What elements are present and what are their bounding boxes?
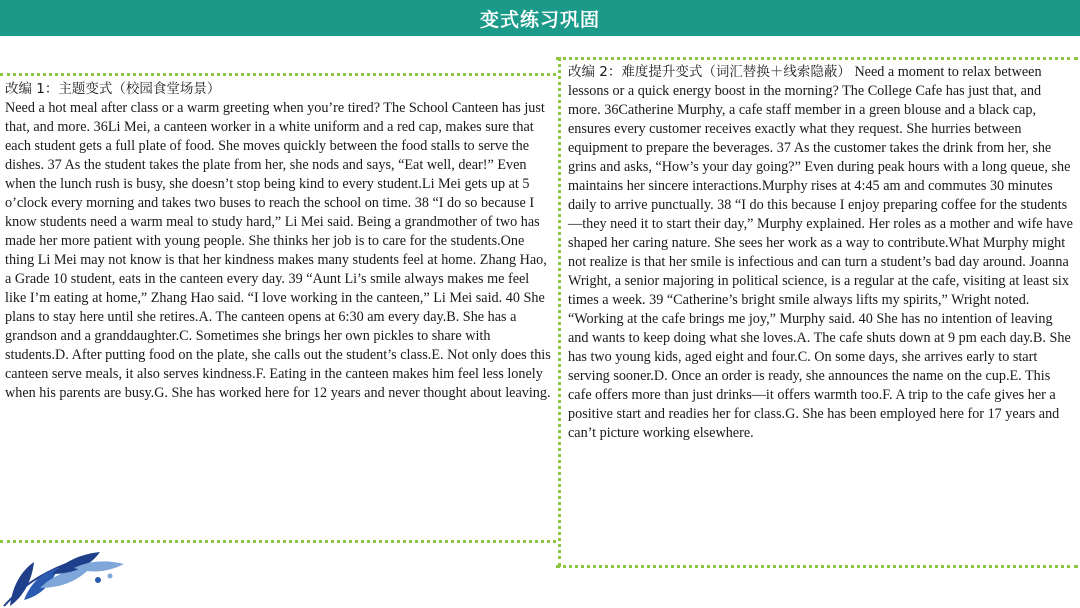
right-section-title: 改编 2：难度提升变式（词汇替换＋线索隐蔽） — [568, 64, 851, 80]
right-bottom-divider — [556, 565, 1078, 568]
left-passage — [5, 80, 553, 403]
left-passage-text: Need a hot meal after class or a warm greeting when you’re tired? The School Canteen has just that, and more. 36Li Mei, a canteen worker in a white uniform and a red cap, makes sure that each student gets a full plate of food. She moves quickly between the food stalls to serve the dishes. 37 As the student takes the plate from her, she nods and says, “Eat well, dear!” Even when the lunch rush is busy, she doesn’t stop being kind to every student.Li Mei gets up at 5 o’clock every morning and takes two buses to reach the school on time. 38 “I do so because I know students need a warm meal to study hard,” Li Mei said. Being a grandmother of two has made her more patient with young people. She thinks her job is to care for the students.One thing Li Mei may not know is that her kindness makes many students feel at home. Zhang Hao, a Grade 10 student, eats in the canteen every day. 39 “Aunt Li’s smile always makes me feel like I’m eating at home,” Zhang Hao said. “I love working in the canteen,” Li Mei said. 40 She plans to stay here until she retires.A. The canteen opens at 6:30 am every day.B. She has a grandson and a granddaughter.C. Sometimes she brings her own pickles to share with students.D. After putting food on the plate, she calls out the student’s class.E. Not only does this canteen serve meals, it also serves kindness.F. Eating in the canteen makes him feel less lonely when his parents are busy.G. She has worked here for 12 years and never thought about leaving. — [5, 100, 551, 401]
left-section-title: 改编 1：主题变式（校园食堂场景） — [5, 81, 221, 97]
header-bar — [0, 0, 1080, 36]
right-top-divider — [556, 57, 1078, 60]
right-passage — [568, 63, 1076, 443]
leaf-decoration-icon — [0, 540, 140, 608]
page-title: 变式练习巩固 — [479, 8, 600, 31]
center-divider — [558, 57, 561, 567]
left-top-divider — [0, 73, 556, 76]
right-passage-text: Need a moment to relax between lessons or a quick energy boost in the morning? The College Cafe has just that, and more. 36Catherine Murphy, a cafe staff member in a green blouse and a black cap, ensures every customer receives exactly what they request. She hurries between equipment to prepare the beverages. 37 As the customer takes the drink from her, she grins and asks, “How’s your day going?” Even during peak hours with a long queue, she maintains her sincere interactions.Murphy rises at 4:45 am and commutes 30 minutes daily to arrive punctually. 38 “I do this because I enjoy preparing coffee for the students—they need it to start their day,” Murphy explained. Her roles as a mother and wife have shaped her caring nature. She sees her work as a way to contribute.What Murphy might not realize is that her smile is infectious and can turn a student’s bad day around. Joanna Wright, a senior majoring in political science, is a regular at the cafe, visiting at least six times a week. 39 “Catherine’s bright smile always lifts my spirits,” Wright noted. “Working at the cafe brings me joy,” Murphy said. 40 She has no intention of leaving and wants to keep doing what she loves.A. The cafe shuts down at 9 pm each day.B. She has two young kids, aged eight and four.C. On some days, she arrives early to start serving sooner.D. Once an order is ready, she announces the name on the cup.E. This cafe offers more than just drinks—it offers warmth too.F. A trip to the cafe gives her a positive start and readies her for class.G. She has been employed here for 17 years and can’t picture working elsewhere. — [568, 64, 1073, 441]
